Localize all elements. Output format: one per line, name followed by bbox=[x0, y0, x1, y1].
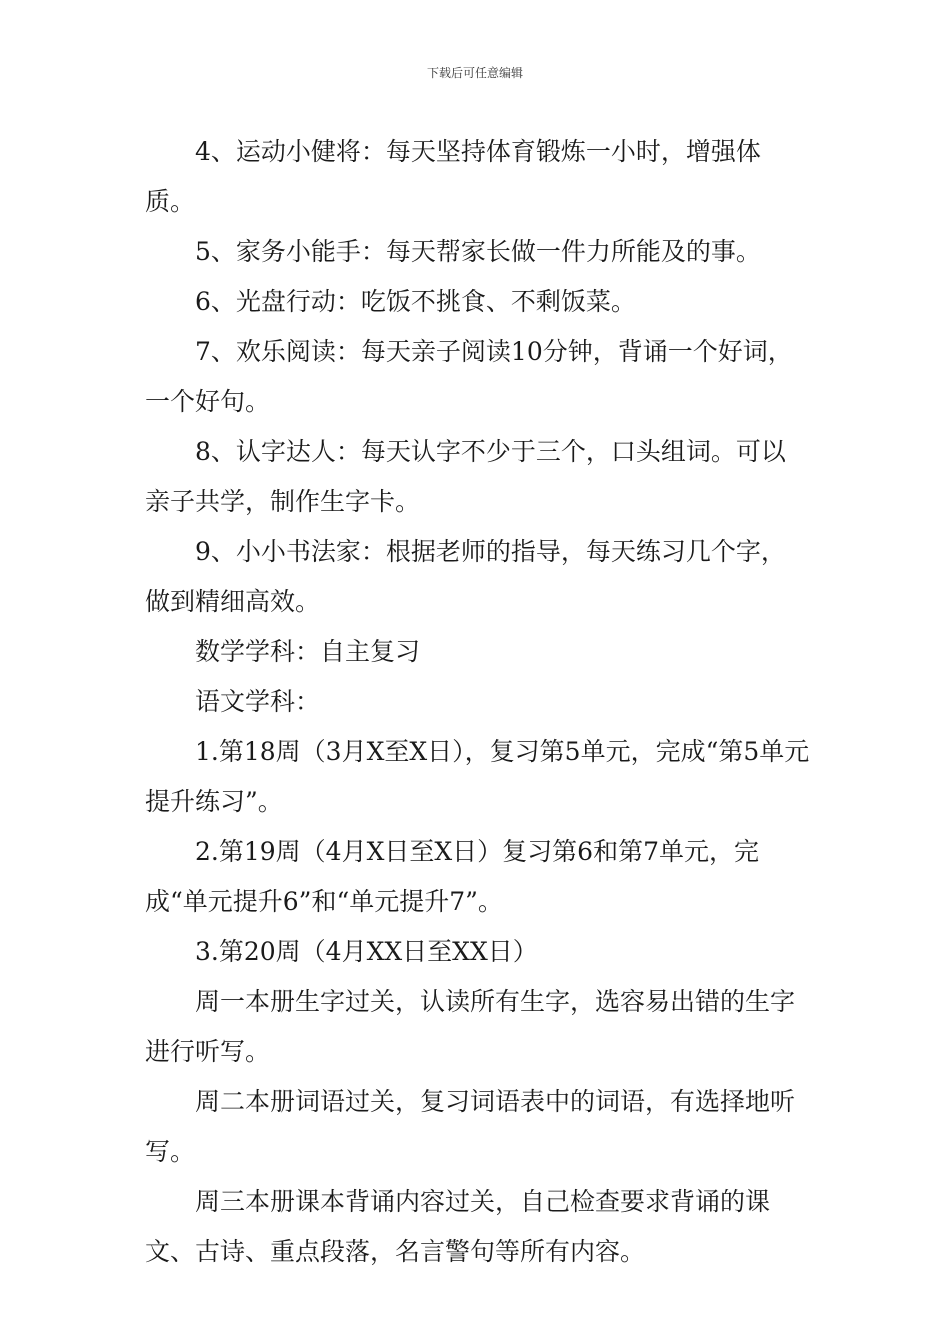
paragraph-wednesday: 周三本册课本背诵内容过关，自己检查要求背诵的课文、古诗、重点段落，名言警句等所有内容。 bbox=[145, 1187, 771, 1266]
paragraph-chinese-subject: 语文学科： bbox=[195, 687, 321, 716]
paragraph-week-18: 1.第18周（3月X至X日），复习第5单元，完成“第5单元提升练习”。 bbox=[145, 737, 810, 816]
paragraph-math-subject: 数学学科：自主复习 bbox=[195, 637, 421, 666]
paragraph-week-20: 3.第20周（4月XX日至XX日） bbox=[195, 937, 538, 966]
paragraph-tuesday: 周二本册词语过关，复习词语表中的词语，有选择地听写。 bbox=[145, 1087, 796, 1166]
paragraph-reading: 7、欢乐阅读：每天亲子阅读10分钟，背诵一个好词，一个好句。 bbox=[145, 337, 793, 416]
paragraph-character-learning: 8、认字达人：每天认字不少于三个，口头组词。可以亲子共学，制作生字卡。 bbox=[145, 437, 786, 516]
paragraph-sports: 4、运动小健将：每天坚持体育锻炼一小时，增强体质。 bbox=[145, 137, 761, 216]
document-body bbox=[145, 127, 810, 1277]
paragraph-calligraphy: 9、小小书法家：根据老师的指导，每天练习几个字，做到精细高效。 bbox=[145, 537, 786, 616]
page-header-note: 下载后可任意编辑 bbox=[426, 66, 523, 80]
paragraph-clean-plate: 6、光盘行动：吃饭不挑食、不剩饭菜。 bbox=[195, 287, 636, 316]
paragraph-monday: 周一本册生字过关，认读所有生字，选容易出错的生字进行听写。 bbox=[145, 987, 796, 1066]
paragraph-week-19: 2.第19周（4月X日至X日）复习第6和第7单元，完成“单元提升6”和“单元提升7”。 bbox=[145, 837, 759, 916]
paragraph-housework: 5、家务小能手：每天帮家长做一件力所能及的事。 bbox=[195, 237, 761, 266]
